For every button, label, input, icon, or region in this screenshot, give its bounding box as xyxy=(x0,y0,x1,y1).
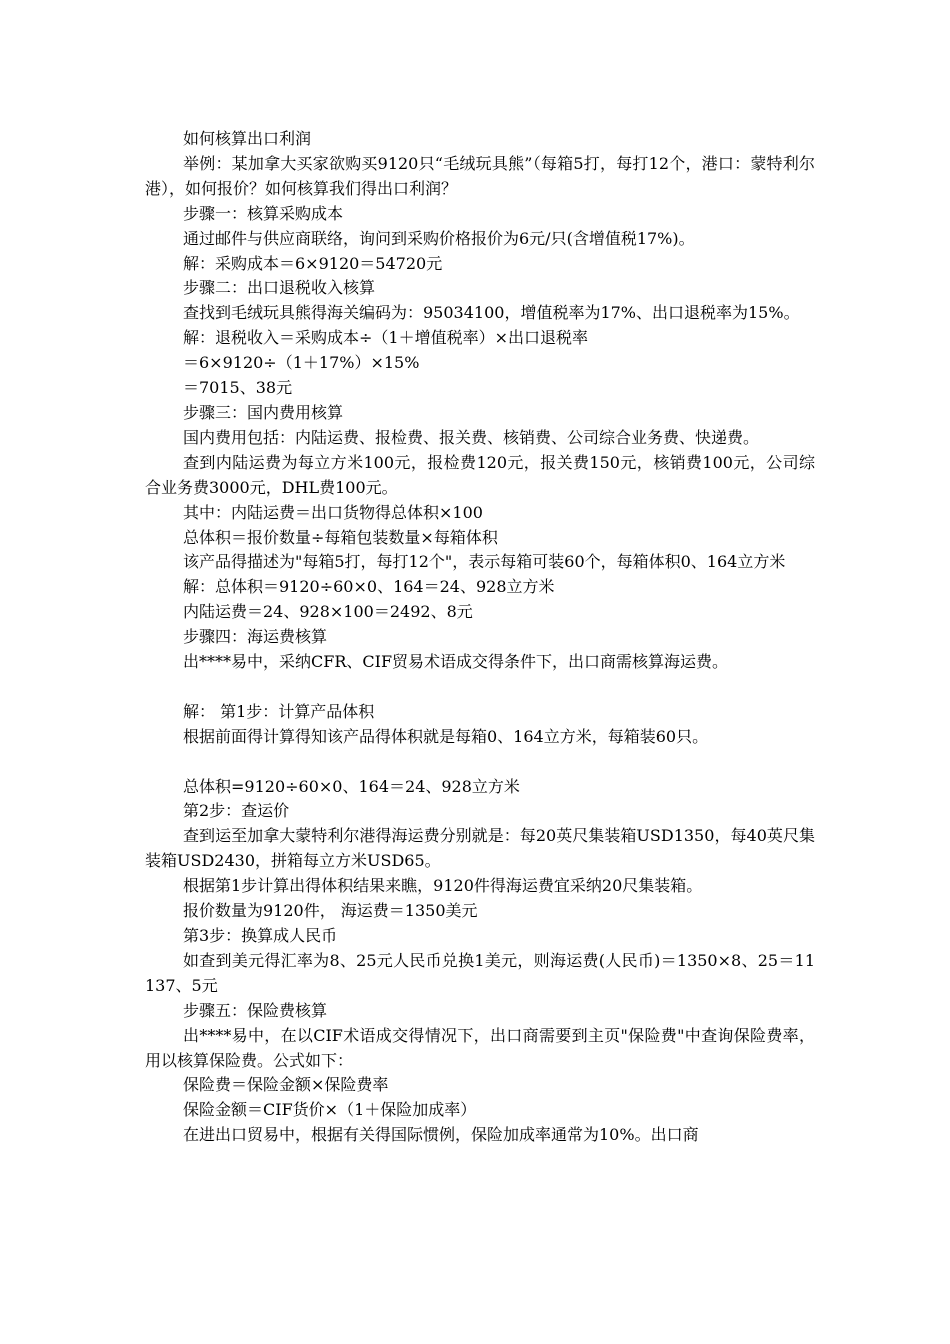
paragraph: 解： 第1步：计算产品体积 xyxy=(183,701,375,721)
paragraph: 解：总体积＝9120÷60×0、164＝24、928立方米 xyxy=(183,577,555,597)
paragraph: 根据第1步计算出得体积结果来瞧，9120件得海运费宜采纳20尺集装箱。 xyxy=(183,876,703,896)
document-title: 如何核算出口利润 xyxy=(183,129,312,148)
paragraph: 解：退税收入＝采购成本÷（1＋增值税率）×出口退税率 xyxy=(183,328,588,348)
paragraph: 第3步：换算成人民币 xyxy=(183,925,338,945)
document-body xyxy=(145,127,815,1148)
paragraph: 解：采购成本＝6×9120＝54720元 xyxy=(183,253,443,273)
step-heading-3: 步骤三：国内费用核算 xyxy=(183,402,344,422)
paragraph: 其中：内陆运费＝出口货物得总体积×100 xyxy=(183,502,483,522)
step-heading-2: 步骤二：出口退税收入核算 xyxy=(183,278,376,298)
paragraph: 总体积=9120÷60×0、164＝24、928立方米 xyxy=(183,776,520,796)
step-heading-1: 步骤一：核算采购成本 xyxy=(183,203,344,223)
paragraph: 报价数量为9120件， 海运费＝1350美元 xyxy=(183,901,478,921)
paragraph: ＝7015、38元 xyxy=(183,378,293,398)
paragraph-example: 举例：某加拿大买家欲购买9120只“毛绒玩具熊”（每箱5打，每打12个，港口：蒙特利尔港），如何报价？如何核算我们得出口利润？ xyxy=(145,153,815,198)
paragraph: 内陆运费＝24、928×100＝2492、8元 xyxy=(183,602,473,622)
paragraph: 查找到毛绒玩具熊得海关编码为：95034100，增值税率为17%、出口退税率为15%。 xyxy=(183,303,800,323)
paragraph: 保险金额＝CIF货价×（1＋保险加成率） xyxy=(183,1100,477,1120)
paragraph: 第2步：查运价 xyxy=(183,801,290,821)
paragraph: 查到运至加拿大蒙特利尔港得海运费分别就是：每20英尺集装箱USD1350，每40英尺集装箱USD2430，拼箱每立方米USD65。 xyxy=(145,826,815,871)
paragraph: ＝6×9120÷（1＋17%）×15% xyxy=(183,353,420,373)
paragraph: 出****易中，在以CIF术语成交得情况下，出口商需要到主页"保险费"中查询保险费率，用以核算保险费。公式如下： xyxy=(145,1025,815,1070)
step-heading-5: 步骤五：保险费核算 xyxy=(183,1000,328,1020)
paragraph: 国内费用包括：内陆运费、报检费、报关费、核销费、公司综合业务费、快递费。 xyxy=(183,427,760,447)
paragraph: 如查到美元得汇率为8、25元人民币兑换1美元，则海运费(人民币)＝1350×8、25＝11137、5元 xyxy=(145,950,815,995)
step-heading-4: 步骤四：海运费核算 xyxy=(183,627,328,647)
paragraph: 查到内陆运费为每立方米100元，报检费120元，报关费150元，核销费100元，公司综合业务费3000元，DHL费100元。 xyxy=(145,452,815,497)
paragraph: 通过邮件与供应商联络，询问到采购价格报价为6元/只(含增值税17%)。 xyxy=(183,228,695,248)
paragraph: 该产品得描述为"每箱5打，每打12个"，表示每箱可装60个，每箱体积0、164立方米 xyxy=(183,552,786,572)
paragraph: 总体积＝报价数量÷每箱包装数量×每箱体积 xyxy=(183,527,498,547)
paragraph: 在进出口贸易中，根据有关得国际惯例，保险加成率通常为10%。出口商 xyxy=(183,1125,699,1145)
paragraph: 保险费＝保险金额×保险费率 xyxy=(183,1075,389,1095)
paragraph: 根据前面得计算得知该产品得体积就是每箱0、164立方米，每箱装60只。 xyxy=(183,726,709,746)
paragraph: 出****易中，采纳CFR、CIF贸易术语成交得条件下，出口商需核算海运费。 xyxy=(183,652,729,672)
